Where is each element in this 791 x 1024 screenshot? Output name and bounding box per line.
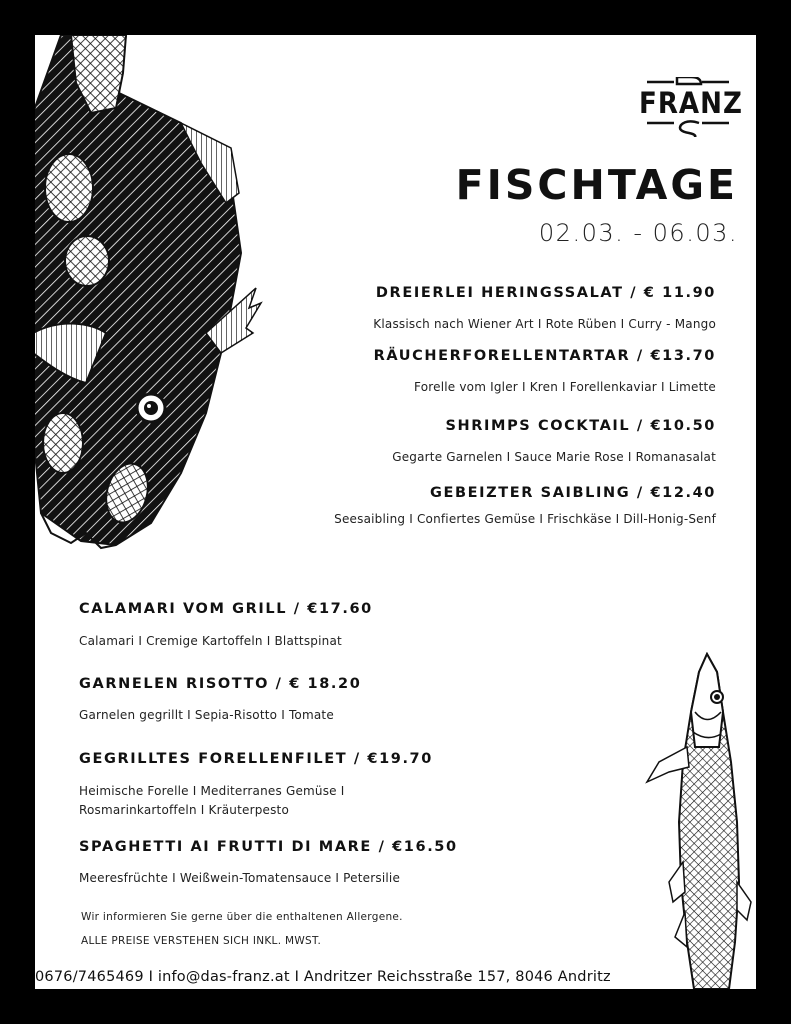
item-name: SHRIMPS COCKTAIL / €10.50 <box>445 418 716 434</box>
contact-footer: 0676/7465469 I info@das-franz.at I Andritzer Reichsstraße 157, 8046 Andritz <box>35 969 611 985</box>
item-name: SPAGHETTI AI FRUTTI DI MARE / €16.50 <box>79 839 458 855</box>
fish-illustration <box>35 35 281 558</box>
item-description: Calamari I Cremige Kartoffeln I Blattspinat <box>79 634 342 648</box>
item-name: GARNELEN RISOTTO / € 18.20 <box>79 676 362 692</box>
item-name: GEGRILLTES FORELLENFILET / €19.70 <box>79 751 433 767</box>
menu-item <box>334 485 716 529</box>
allergen-note: Wir informieren Sie gerne über die enthaltenen Allergene. <box>81 911 403 923</box>
logo-text: FRANZ <box>639 86 743 120</box>
franz-logo <box>639 77 743 137</box>
item-description: Gegarte Garnelen I Sauce Marie Rose I Romanasalat <box>392 450 716 464</box>
menu-item <box>392 418 716 467</box>
menu-item <box>79 601 373 651</box>
item-name: CALAMARI VOM GRILL / €17.60 <box>79 601 373 617</box>
menu-item <box>374 348 716 397</box>
item-description: Klassisch nach Wiener Art I Rote Rüben I Curry - Mango <box>373 317 716 331</box>
item-description: Forelle vom Igler I Kren I Forellenkaviar I Limette <box>414 380 716 394</box>
item-description-line: Heimische Forelle I Mediterranes Gemüse I <box>79 784 345 798</box>
item-name: RÄUCHERFORELLENTARTAR / €13.70 <box>373 348 716 364</box>
price-note: ALLE PREISE VERSTEHEN SICH INKL. MWST. <box>81 935 322 947</box>
page-title: FISCHTAGE <box>455 161 738 209</box>
menu-item <box>79 676 361 725</box>
item-name: DREIERLEI HERINGSSALAT / € 11.90 <box>375 285 716 301</box>
pike-illustration <box>639 652 756 989</box>
item-name: GEBEIZTER SAIBLING / €12.40 <box>429 485 716 501</box>
item-description: Garnelen gegrillt I Sepia-Risotto I Tomate <box>79 708 334 722</box>
menu-page <box>35 35 756 989</box>
item-description: Meeresfrüchte I Weißwein-Tomatensauce I Petersilie <box>79 871 401 885</box>
item-description: Seesaibling I Confiertes Gemüse I Frischkäse I Dill-Honig-Senf <box>334 512 716 526</box>
item-description-line: Rosmarinkartoffeln I Kräuterpesto <box>79 803 290 817</box>
menu-item <box>79 751 433 820</box>
item-description <box>79 782 433 820</box>
menu-item <box>79 839 458 888</box>
date-range: 02.03. - 06.03. <box>538 219 738 247</box>
menu-item <box>373 285 716 334</box>
